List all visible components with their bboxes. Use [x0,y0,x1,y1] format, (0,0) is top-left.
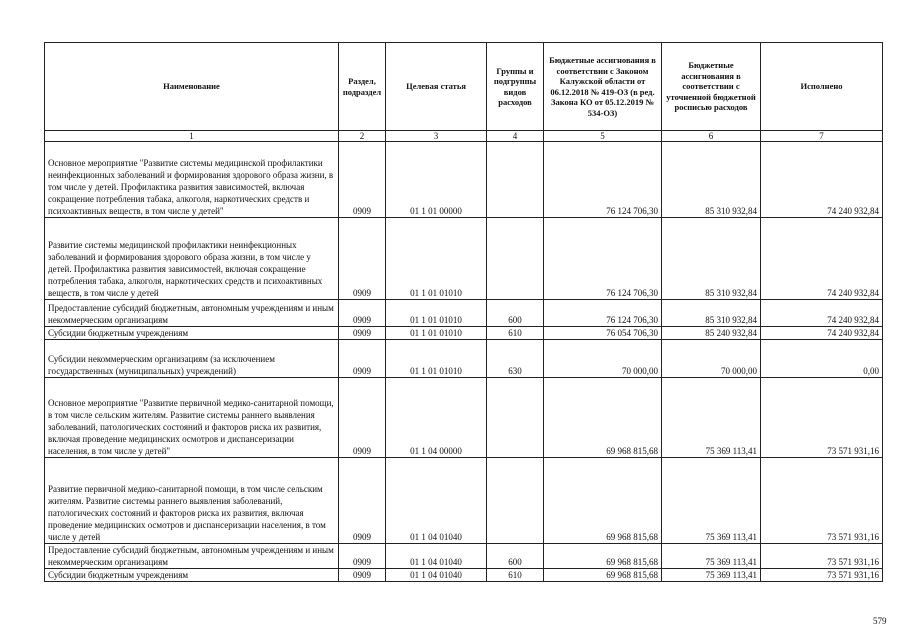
row-section: 0909 [339,327,386,340]
table-row [45,142,883,218]
row-group: 610 [487,327,544,340]
row-refined: 75 369 113,41 [662,458,761,544]
row-name: Основное мероприятие "Развитие первичной медико-санитарной помощи, в том числе сельским жителям. Развитие системы раннего выявления заболеваний, патологических состояний и факторов риска их развития, включая проведение медицинских осмотров и диспансеризации населения, в том числе у детей" [45,378,339,458]
row-name: Развитие первичной медико-санитарной помощи, в том числе сельским жителям. Развитие системы раннего выявления заболеваний, патологических состояний и факторов риска их развития, включая проведение медицинских осмотров и диспансеризации населения, в том числе у детей [45,458,339,544]
row-executed: 74 240 932,84 [761,218,883,300]
row-group [487,458,544,544]
row-group: 630 [487,340,544,378]
header-refined: Бюджетные ассигнования в соответствии с уточненной бюджетной росписью расходов [662,43,761,131]
row-name: Развитие системы медицинской профилактики неинфекционных заболеваний и формирования здорового образа жизни, в том числе у детей. Профилактика развития зависимостей, включая сокращение потребления табака, алкоголя, наркотических средств и психоактивных веществ, в том числе у детей [45,218,339,300]
header-section: Раздел, подраздел [339,43,386,131]
row-section: 0909 [339,569,386,582]
row-target: 01 1 01 01010 [386,340,487,378]
column-number: 4 [487,131,544,142]
column-number: 3 [386,131,487,142]
row-section: 0909 [339,300,386,327]
row-refined: 75 369 113,41 [662,569,761,582]
row-target: 01 1 04 01040 [386,544,487,569]
column-number: 5 [544,131,662,142]
column-number: 7 [761,131,883,142]
row-section: 0909 [339,378,386,458]
row-initial: 69 968 815,68 [544,378,662,458]
row-group [487,142,544,218]
row-initial: 70 000,00 [544,340,662,378]
row-initial: 76 124 706,30 [544,300,662,327]
row-section: 0909 [339,340,386,378]
row-initial: 76 124 706,30 [544,142,662,218]
row-target: 01 1 04 01040 [386,458,487,544]
table-row [45,218,883,300]
header-expense-group: Группы и подгруппы видов расходов [487,43,544,131]
header-executed: Исполнено [761,43,883,131]
table-row [45,378,883,458]
row-executed: 73 571 931,16 [761,458,883,544]
row-name: Предоставление субсидий бюджетным, автономным учреждениям и иным некоммерческим организациям [45,300,339,327]
row-section: 0909 [339,544,386,569]
column-number: 1 [45,131,339,142]
table-row [45,569,883,582]
row-group: 600 [487,300,544,327]
row-group: 610 [487,569,544,582]
header-name: Наименование [45,43,339,131]
table-row [45,300,883,327]
row-group [487,218,544,300]
row-name: Основное мероприятие "Развитие системы медицинской профилактики неинфекционных заболеваний и формирования здорового образа жизни, в том числе у детей. Профилактика развития зависимостей, включая сокращение потребления табака, алкоголя, наркотических средств и психоактивных веществ, в том числе у детей" [45,142,339,218]
row-initial: 69 968 815,68 [544,458,662,544]
row-target: 01 1 01 01010 [386,218,487,300]
budget-table [44,42,883,582]
row-name: Субсидии бюджетным учреждениям [45,327,339,340]
row-section: 0909 [339,458,386,544]
row-initial: 76 124 706,30 [544,218,662,300]
header-target: Целевая статья [386,43,487,131]
header-initial: Бюджетные ассигнования в соответствии с Законом Калужской области от 06.12.2018 № 419-ОЗ (в ред. Закона КО от 05.12.2019 № 534-ОЗ) [544,43,662,131]
row-refined: 75 369 113,41 [662,544,761,569]
row-group [487,378,544,458]
row-executed: 74 240 932,84 [761,327,883,340]
table-row [45,544,883,569]
row-refined: 85 310 932,84 [662,300,761,327]
row-executed: 73 571 931,16 [761,544,883,569]
row-target: 01 1 01 00000 [386,142,487,218]
row-executed: 73 571 931,16 [761,378,883,458]
row-initial: 69 968 815,68 [544,569,662,582]
row-target: 01 1 04 01040 [386,569,487,582]
column-number: 6 [662,131,761,142]
row-name: Субсидии некоммерческим организациям (за исключением государственных (муниципальных) учреждений) [45,340,339,378]
row-refined: 85 310 932,84 [662,142,761,218]
row-executed: 73 571 931,16 [761,569,883,582]
column-number-row [45,131,883,142]
row-target: 01 1 01 01010 [386,300,487,327]
row-name: Субсидии бюджетным учреждениям [45,569,339,582]
row-executed: 74 240 932,84 [761,142,883,218]
row-target: 01 1 04 00000 [386,378,487,458]
row-refined: 75 369 113,41 [662,378,761,458]
column-number: 2 [339,131,386,142]
page-number: 579 [873,616,887,626]
row-initial: 76 054 706,30 [544,327,662,340]
table-row [45,327,883,340]
header-row [45,43,883,131]
row-executed: 0,00 [761,340,883,378]
table-row [45,458,883,544]
row-target: 01 1 01 01010 [386,327,487,340]
row-executed: 74 240 932,84 [761,300,883,327]
row-section: 0909 [339,218,386,300]
row-refined: 85 310 932,84 [662,218,761,300]
row-group: 600 [487,544,544,569]
row-refined: 70 000,00 [662,340,761,378]
row-name: Предоставление субсидий бюджетным, автономным учреждениям и иным некоммерческим организациям [45,544,339,569]
row-refined: 85 240 932,84 [662,327,761,340]
row-initial: 69 968 815,68 [544,544,662,569]
row-section: 0909 [339,142,386,218]
table-row [45,340,883,378]
